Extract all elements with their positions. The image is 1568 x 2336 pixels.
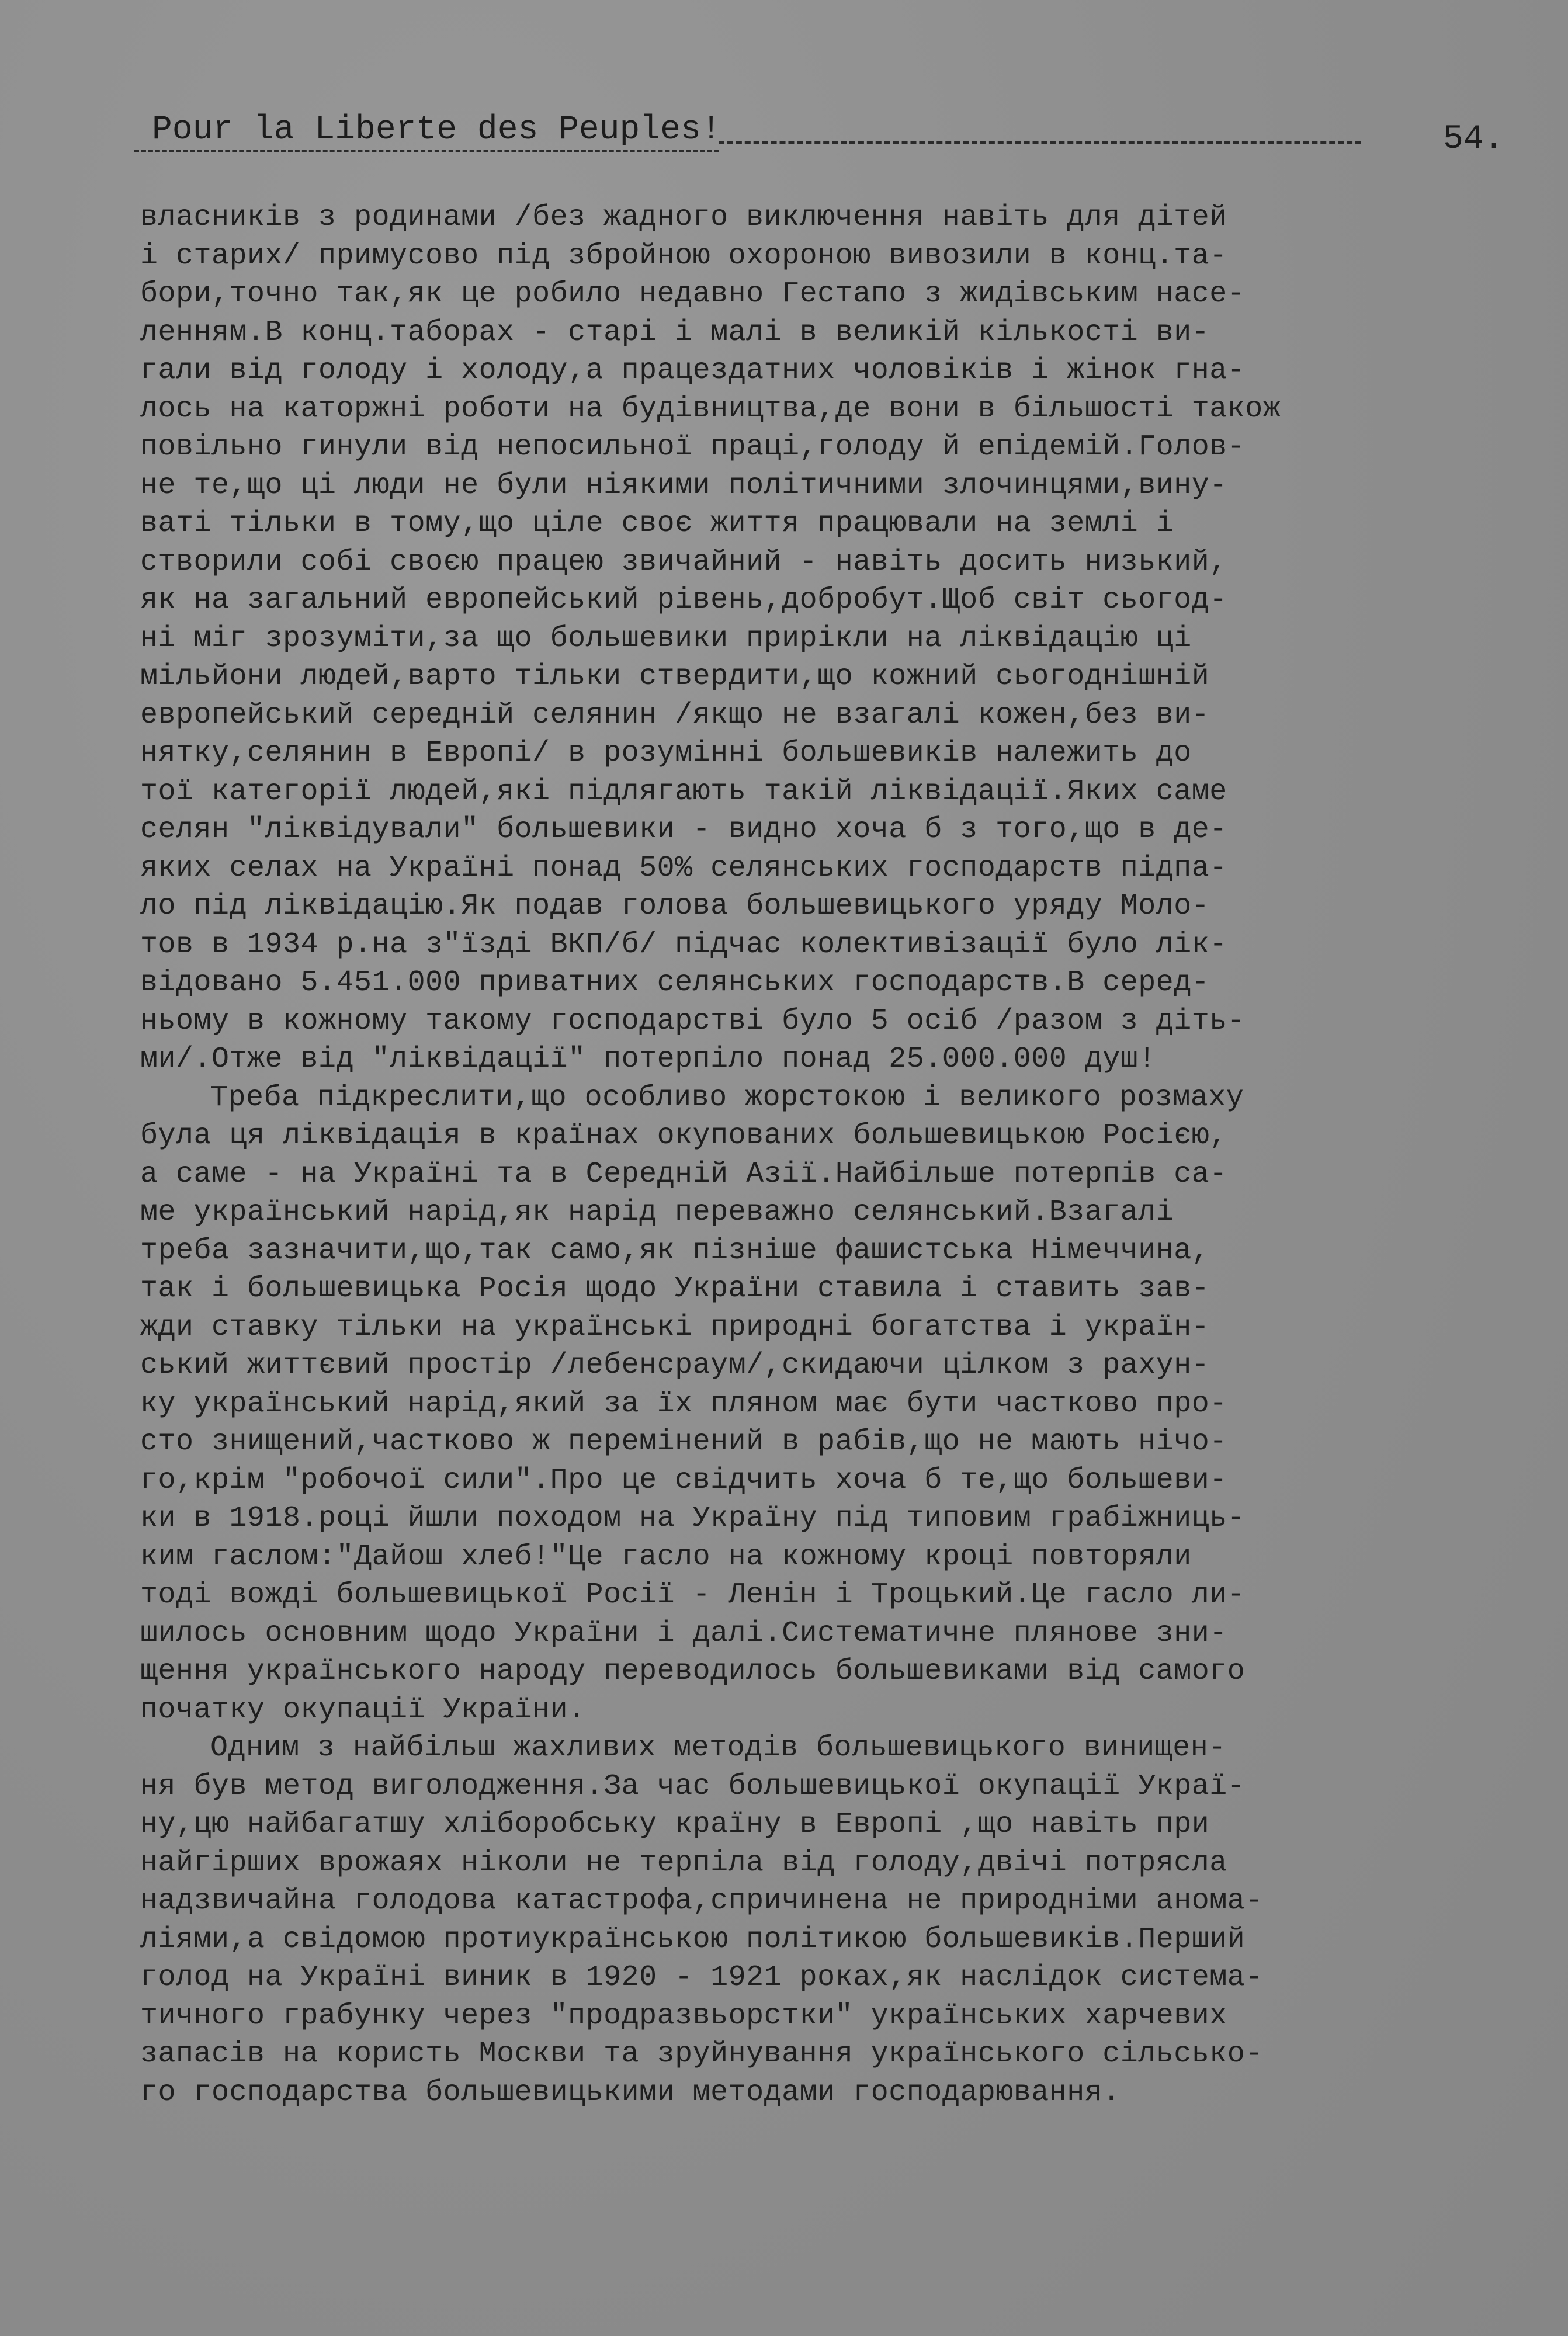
text-line: а саме - на Україні та в Середній Азії.Найбільше потерпів са- (140, 1157, 1227, 1191)
text-line: тов в 1934 р.на з"їзді ВКП/б/ підчас колективізації було лік- (140, 928, 1227, 962)
text-line: ліями,а свідомою протиукраїнською політикою большевиків.Перший (140, 1922, 1246, 1956)
text-line: голод на Україні виник в 1920 - 1921 роках,як наслідок система- (140, 1961, 1263, 1994)
text-line: ки в 1918.році йшли походом на Україну під типовим грабіжниць- (140, 1502, 1246, 1535)
text-line: бори,точно так,як це робило недавно Гестапо з жидівським насе- (140, 277, 1246, 311)
text-line: надзвичайна голодова катастрофа,спричинена не природніми аномa- (140, 1884, 1263, 1918)
text-line: ло під ліквідацію.Як подав голова большевицького уряду Моло- (140, 890, 1210, 923)
text-line: не те,що ці люди не були ніякими політичними злочинцями,вину- (140, 468, 1227, 502)
text-line: ський життєвий простір /лебенсраум/,скидаючи цілком з рахун- (140, 1349, 1210, 1382)
text-line: ньому в кожному такому господарстві було 5 осіб /разом з діть- (140, 1004, 1246, 1038)
page-header (134, 111, 1504, 164)
text-line: повільно гинули від непосильної праці,голоду й епідемій.Голов- (140, 431, 1246, 464)
text-line: гали від голоду і холоду,а працездатних чоловіків і жінок гна- (140, 354, 1246, 387)
paragraph (140, 1079, 1425, 1730)
text-line: так і большевицька Росія щодо України ставила і ставить зав- (140, 1272, 1210, 1306)
text-line: власників з родинами /без жадного виключення навіть для дітей (140, 201, 1227, 234)
header-dash-rule (719, 141, 1361, 144)
text-line: щення українського народу переводилось большевиками від самого (140, 1655, 1246, 1688)
text-line: ня був метод виголодження.За час большевицької окупації Украї- (140, 1769, 1246, 1803)
title-underline (134, 150, 719, 152)
text-line: як на загальний европейський рівень,добробут.Щоб світ сьогод- (140, 584, 1227, 617)
paragraph (140, 199, 1425, 1079)
text-line: створили собі своєю працею звичайний - навіть досить низький, (140, 545, 1227, 579)
running-title: Pour la Liberte des Peuples! (152, 111, 721, 149)
text-line: ваті тільки в тому,що ціле своє життя працювали на землі і (140, 507, 1174, 540)
text-line: треба зазначити,що,так само,як пізніше фашистська Німеччина, (140, 1234, 1210, 1268)
text-line: лось на каторжні роботи на будівництва,де вони в більшості також (140, 392, 1281, 426)
text-line: шилось основним щодо України і далі.Систематичне плянове зни- (140, 1616, 1227, 1650)
text-line: жди ставку тільки на українські природні богатства і україн- (140, 1310, 1210, 1344)
text-line: ну,цю найбагатшу хліборобську країну в Европі ,що навіть при (140, 1808, 1210, 1841)
text-line: го,крім "робочої сили".Про це свідчить хоча б те,що большеви- (140, 1463, 1227, 1497)
text-line: европейський середній селянин /якщо не взагалі кожен,без ви- (140, 698, 1210, 732)
text-line: ленням.В конц.таборах - старі і малі в великій кількості ви- (140, 315, 1210, 349)
text-line: відовано 5.451.000 приватних селянських господарств.В серед- (140, 966, 1210, 999)
text-line: селян "ліквідували" большевики - видно хоча б з того,що в де- (140, 813, 1227, 846)
text-line: Одним з найбільш жахливих методів большевицького винищен- (210, 1731, 1226, 1765)
page-number: 54. (1443, 120, 1504, 158)
text-line: Треба підкреслити,що особливо жорстокою і великого розмаху (210, 1081, 1244, 1115)
text-line: ні міг зрозуміти,за що большевики прирікли на ліквідацію ці (140, 622, 1192, 655)
text-line: тої категорії людей,які підлягають такій ліквідації.Яких саме (140, 775, 1227, 808)
text-line: запасів на користь Москви та зруйнування українського сільсько- (140, 2038, 1263, 2071)
text-line: мільйони людей,варто тільки ствердити,що кожний сьогоднішній (140, 660, 1210, 693)
text-line: ким гаслом:"Дайош хлеб!"Це гасло на кожному кроці повторяли (140, 1540, 1192, 1574)
text-line: тоді вожді большевицької Росії - Ленін і Троцький.Це гасло ли- (140, 1578, 1246, 1612)
body-text (140, 199, 1425, 2112)
text-line: була ця ліквідація в країнах окупованих большевицькою Росією, (140, 1119, 1227, 1153)
text-line: найгірших врожаях ніколи не терпіла від голоду,двічі потрясла (140, 1846, 1227, 1880)
paragraph (140, 1729, 1425, 2112)
text-line: ми/.Отже від "ліквідації" потерпіло понад 25.000.000 душ! (140, 1043, 1156, 1076)
text-line: яких селах на Україні понад 50% селянських господарств підпа- (140, 851, 1227, 885)
text-line: нятку,селянин в Европі/ в розумінні большевиків належить до (140, 737, 1192, 770)
text-line: початку окупації України. (140, 1693, 586, 1727)
text-line: тичного грабунку через "продразвьорстки" українських харчевих (140, 1999, 1227, 2033)
text-line: сто знищений,частково ж перемінений в рабів,що не мають нічо- (140, 1425, 1227, 1459)
text-line: і старих/ примусово під збройною охороною вивозили в конц.та- (140, 239, 1227, 273)
text-line: ме український нарід,як нарід переважно селянський.Взагалі (140, 1196, 1174, 1229)
text-line: ку український нарід,який за їх пляном має бути частково про- (140, 1387, 1227, 1421)
text-line: го господарства большевицькими методами господарювання. (140, 2075, 1121, 2109)
